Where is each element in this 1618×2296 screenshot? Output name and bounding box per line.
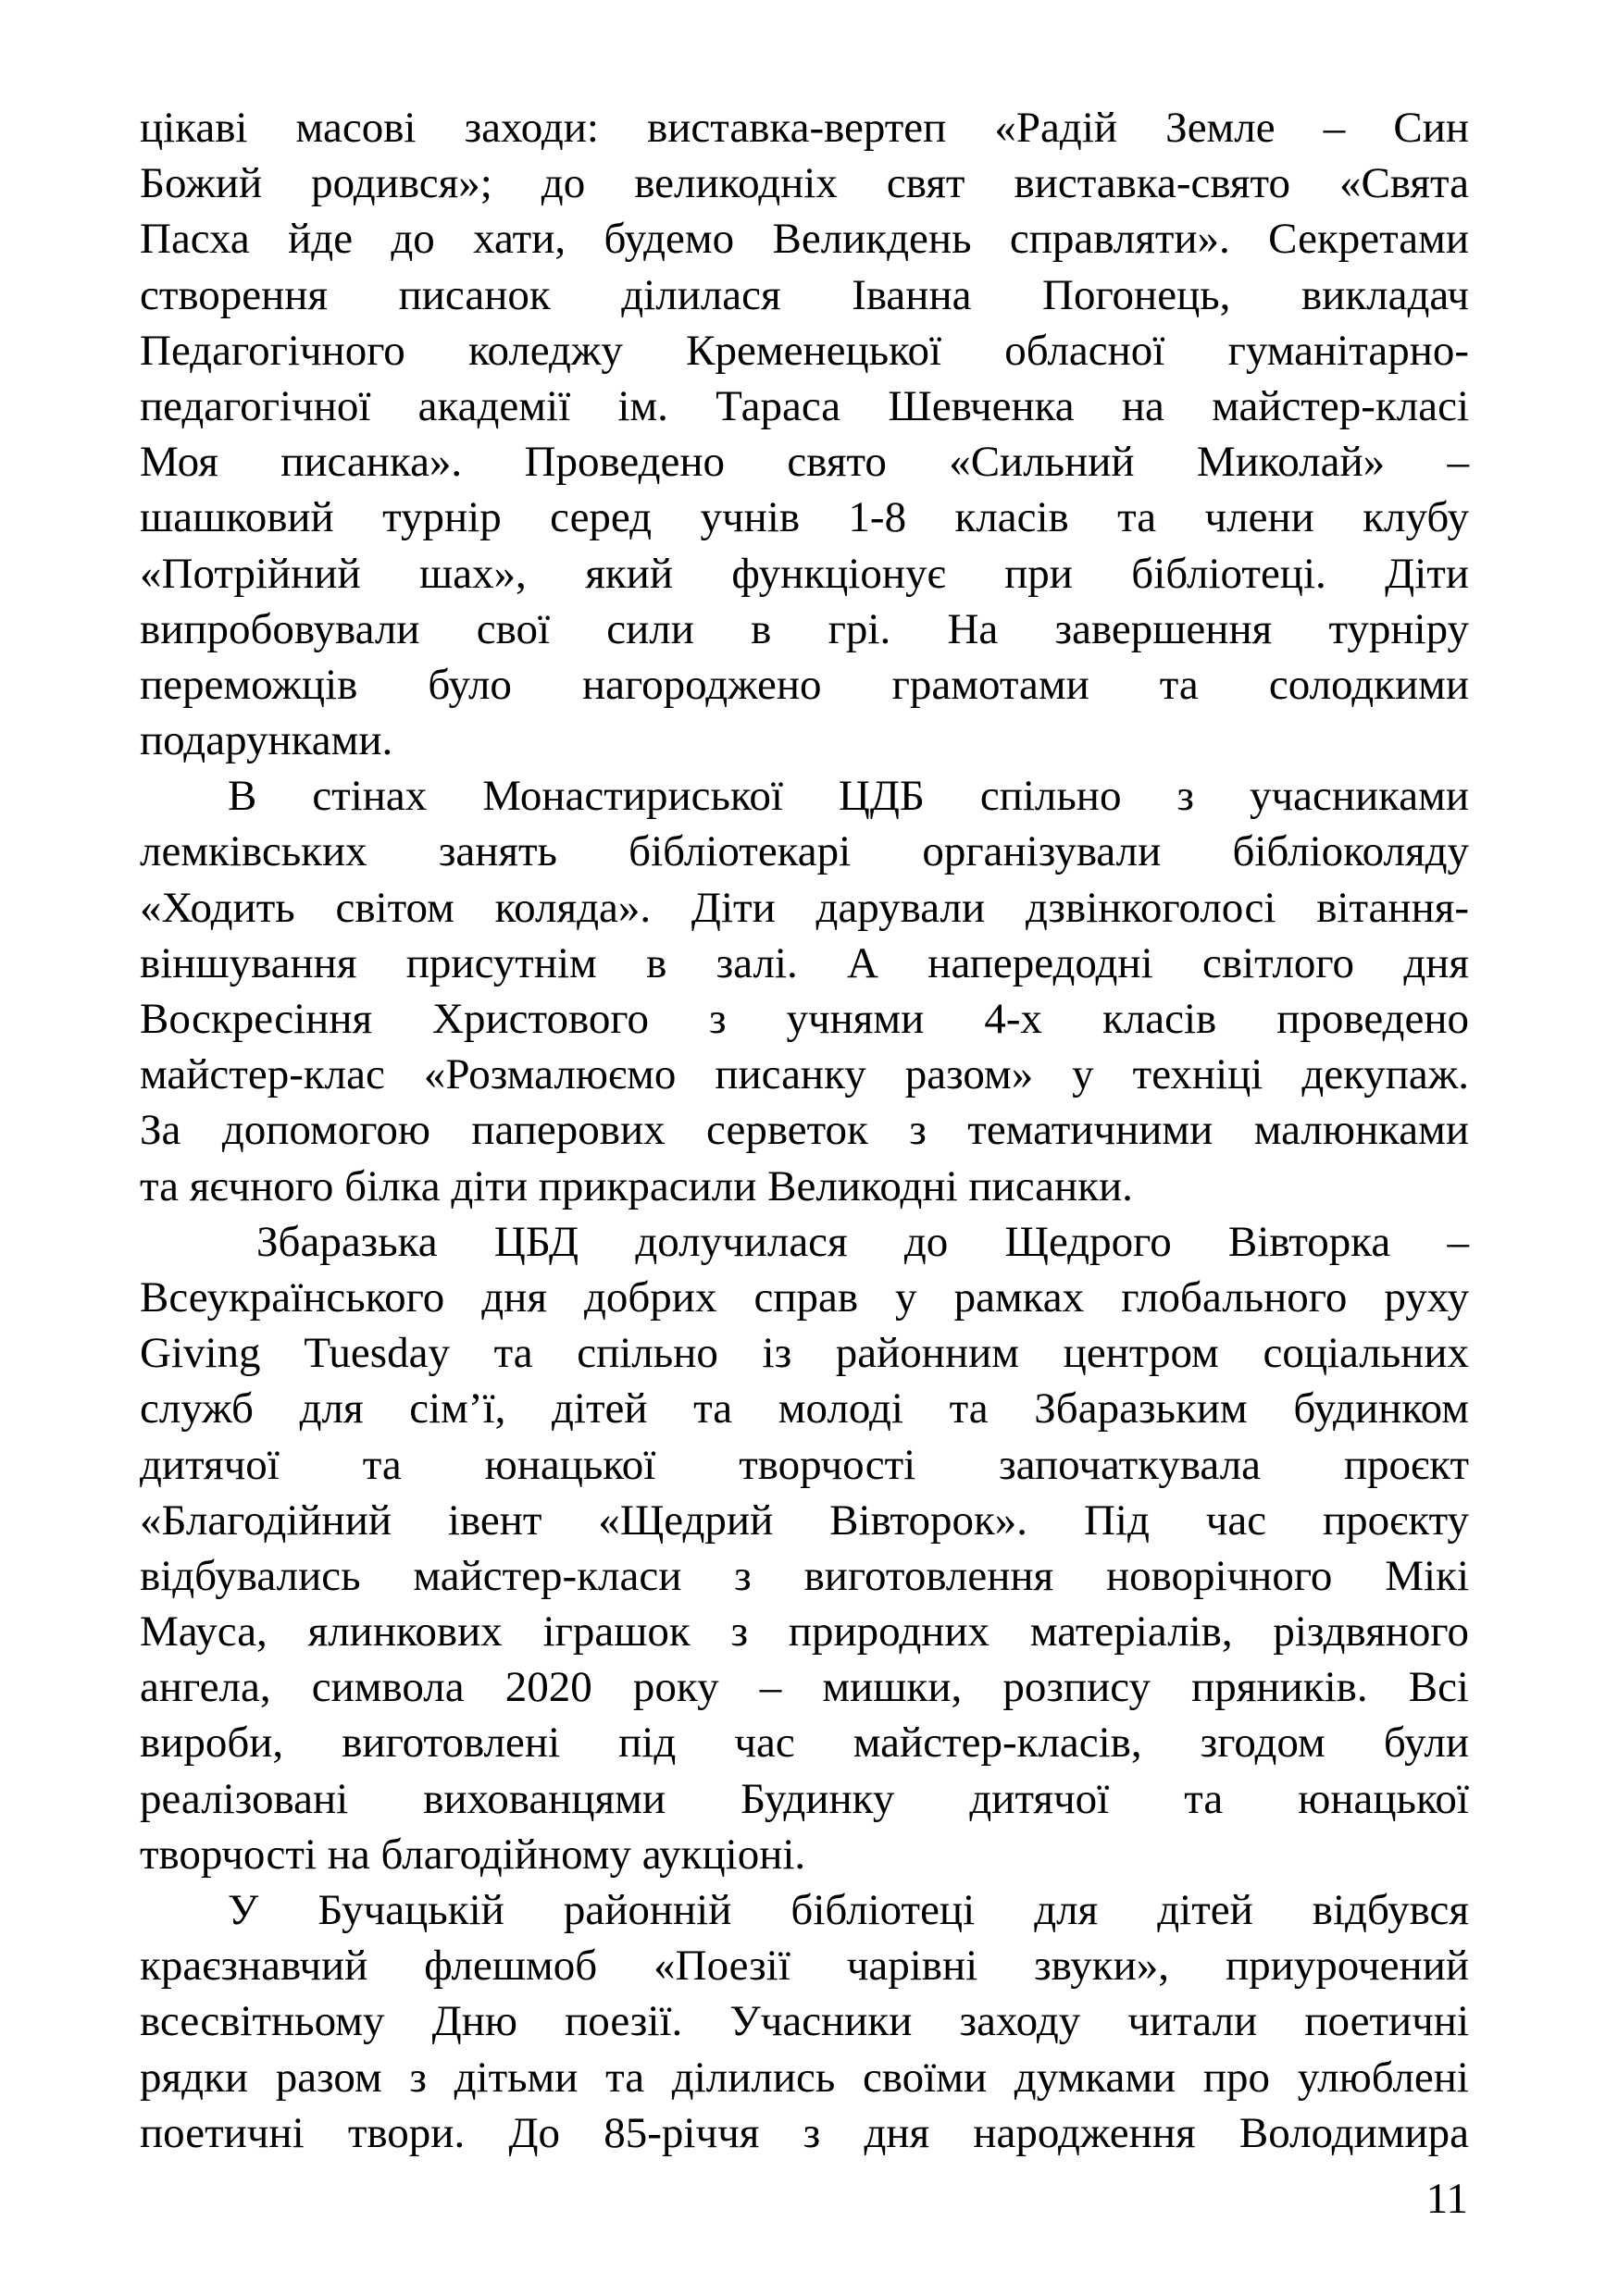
text-line: вироби, виготовлені під час майстер-класів, згодом були	[140, 1719, 1469, 1768]
text-line: реалізовані вихованцями Будинку дитячої та юнацької	[140, 1774, 1469, 1823]
text-line: випробовували свої сили в грі. На завершення турніру	[140, 604, 1469, 653]
text-line: В стінах Монастириської ЦДБ спільно з учасниками	[228, 772, 1469, 821]
body-text	[140, 100, 1469, 2161]
paragraph	[140, 1214, 1469, 1882]
text-line: «Потрійний шах», який функціонує при бібліотеці. Діти	[140, 549, 1469, 598]
text-line: створення писанок ділилася Іванна Погонець, викладач	[140, 270, 1469, 319]
text-line: Моя писанка». Проведено свято «Сильний Миколай» –	[140, 438, 1469, 487]
text-line: педагогічної академії ім. Тараса Шевченка на майстер-класі	[140, 381, 1469, 430]
text-line: дитячої та юнацької творчості започаткувала проєкт	[140, 1440, 1469, 1489]
text-line: відбувались майстер-класи з виготовлення новорічного Мікі	[140, 1551, 1469, 1600]
paragraph	[140, 768, 1469, 1214]
text-line: цікаві масові заходи: виставка-вертеп «Радій Земле – Син	[140, 104, 1469, 152]
text-line: «Ходить світом коляда». Діти дарували дзвінкоголосі вітання-	[140, 883, 1469, 932]
text-line: служб для сім’ї, дітей та молоді та Збаразьким будинком	[140, 1384, 1469, 1433]
text-line: «Благодійний івент «Щедрий Вівторок». Під час проєкту	[140, 1496, 1469, 1545]
paragraph	[140, 100, 1469, 768]
text-line: Воскресіння Христового з учнями 4-х класів проведено	[140, 995, 1469, 1043]
text-line: За допомогою паперових серветок з тематичними малюнками	[140, 1106, 1469, 1155]
text-line: та яєчного білка діти прикрасили Великодні писанки.	[140, 1161, 1133, 1210]
text-line: рядки разом з дітьми та ділились своїми думками про улюблені	[140, 2053, 1469, 2102]
page-number: 11	[1425, 2175, 1468, 2223]
text-line: переможців було нагороджено грамотами та солодкими	[140, 660, 1469, 709]
text-line: Пасха йде до хати, будемо Великдень справляти». Секретами	[140, 215, 1469, 264]
text-line: поетичні твори. До 85-річчя з дня народження Володимира	[140, 2108, 1469, 2157]
text-line: майстер-клас «Розмалюємо писанку разом» у техніці декупаж.	[140, 1050, 1469, 1099]
text-line: Giving Tuesday та спільно із районним центром соціальних	[140, 1329, 1469, 1378]
paragraph	[140, 1882, 1469, 2161]
text-line: подарунками.	[140, 716, 393, 765]
text-line: У Бучацькій районній бібліотеці для дітей відбувся	[228, 1886, 1469, 1934]
text-line: Педагогічного коледжу Кременецької обласної гуманітарно-	[140, 326, 1469, 375]
text-line: Збаразька ЦБД долучилася до Щедрого Вівторка –	[256, 1217, 1469, 1266]
text-line: творчості на благодійному аукціоні.	[140, 1830, 806, 1879]
text-line: Божий родився»; до великодніх свят виставка-свято «Свята	[140, 159, 1469, 208]
text-line: лемківських занять бібліотекарі організували бібліоколяду	[140, 827, 1469, 876]
text-line: всесвітньому Дню поезії. Учасники заходу читали поетичні	[140, 1997, 1469, 2046]
text-line: краєзнавчий флешмоб «Поезії чарівні звуки», приурочений	[140, 1942, 1469, 1991]
text-line: віншування присутнім в залі. А напередодні світлого дня	[140, 938, 1469, 987]
text-line: Всеукраїнського дня добрих справ у рамках глобального руху	[140, 1272, 1469, 1322]
text-line: шашковий турнір серед учнів 1-8 класів та члени клубу	[140, 493, 1469, 542]
text-line: Мауса, ялинкових іграшок з природних матеріалів, різдвяного	[140, 1607, 1469, 1657]
text-line: ангела, символа 2020 року – мишки, розпису пряників. Всі	[140, 1663, 1469, 1712]
